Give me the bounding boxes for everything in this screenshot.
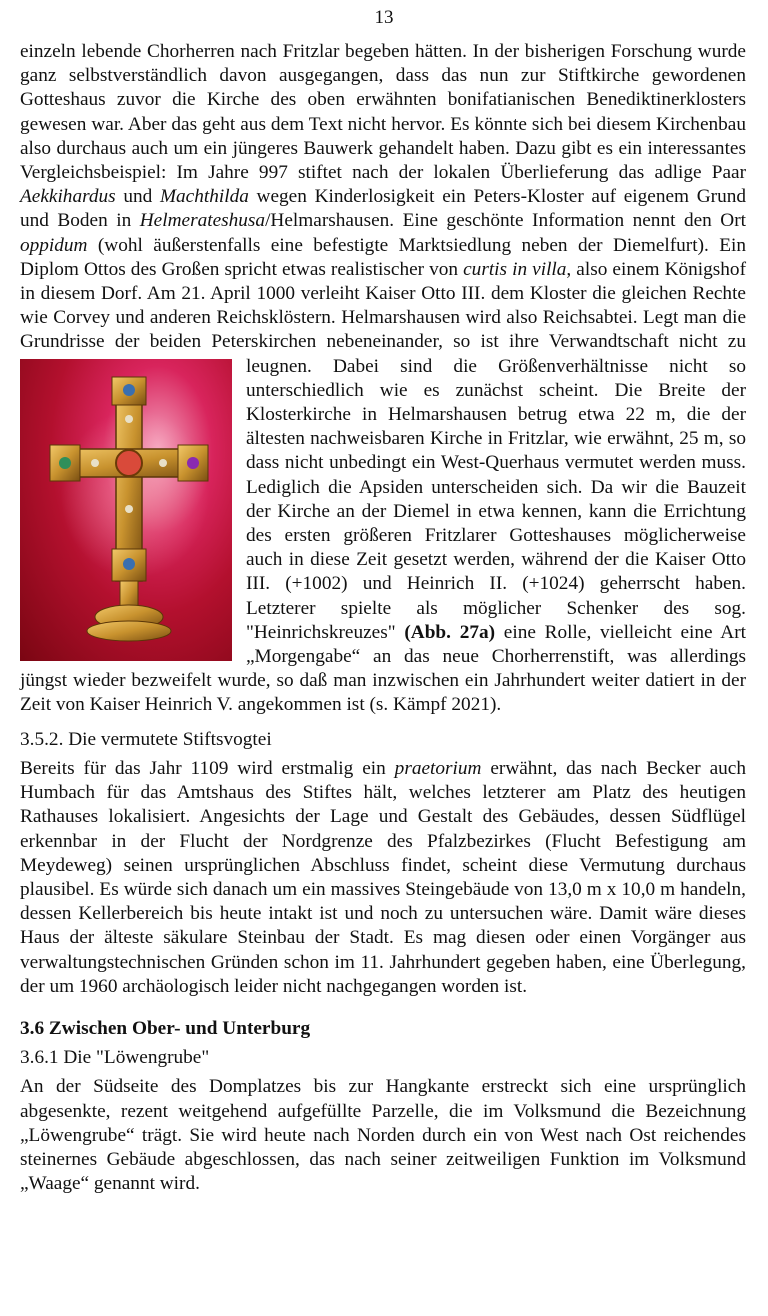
figure-reference: (Abb. 27a)	[404, 621, 496, 643]
heinrichskreuz-photo	[20, 359, 232, 661]
italic-term-oppidum: oppidum	[20, 234, 88, 256]
text-run: Bereits für das Jahr 1109 wird erstmalig ein	[20, 757, 395, 779]
paragraph-loewengrube: An der Südseite des Domplatzes bis zur Hangkante erstreckt sich eine ursprünglich abgesenkte, rezent weitgehend aufgefüllte Parzelle, die im Volksmund die Bezeichnung „Löwengrube“ trägt. Sie wird heute nach Norden durch ein von West nach Ost reichendes steinernes Gebäude abgeschlossen, das nach seiner zeitweiligen Funktion im Volksmund „Waage“ genannt wird.	[20, 1076, 746, 1195]
italic-term-curtis-in-villa: curtis in villa	[463, 258, 567, 280]
page-content	[20, 40, 746, 1196]
section-heading-3-5-2: 3.5.2. Die vermutete Stiftsvogtei	[20, 728, 272, 750]
italic-term-praetorium: praetorium	[394, 757, 482, 779]
cross-icon	[20, 359, 232, 661]
text-run: eine Rolle, vielleicht eine Art „Morgengabe“ an das neue Chorherrenstift, was allerdings jüngst wieder bezweifelt wurde, so daß man inzwischen ein Jahrhundert weiter datiert in der Zeit von Kaiser Heinrich V. angekommen ist (s. Kämpf 2021).	[20, 621, 747, 716]
text-run: wegen Kinderlosigkeit ein Peters-Kloster auf eigenem Grund und Boden in	[20, 186, 746, 232]
text-run: /Helmarshausen. Eine geschönte Information nennt den Ort	[265, 210, 746, 232]
paragraph-stiftsvogtei	[20, 757, 746, 999]
text-run: Größenverhältnisse nicht so unterschiedlich wie es zunächst scheint. Die Breite der Klosterkirche in Helmarshausen betrug etwa 22 m, die der ältesten nachweisbaren Kirche in Fritzlar, wie erwähnt, 25 m, so dass nicht unbedingt ein West-Querhaus vermutet werden muss. Lediglich die Apsiden unterscheiden sich. Da wir die Bauzeit der Kirche an der Diemel in etwa kennen, kann die Errichtung des ersten größeren Fritzlarer Gotteshauses möglicherweise auch in diese Zeit gesetzt werden, während der die Kaiser Otto III. (+1002) und Heinrich II. (+1024) geherrscht haben. Letzterer spielte als möglicher Schenker des sog. "Heinrichskreuzes"	[246, 355, 747, 643]
text-run: erwähnt, das nach Becker auch Humbach für das Amtshaus des Stiftes hält, welches letzterer am Platz des heutigen Rathauses lokalisiert. Angesichts der Lage und Gestalt des Gebäudes, dessen Südflügel erkennbar in der Flucht der Nordgrenze des Pfalzbezirkes (Flucht Befestigung am Meydeweg) seinen ursprünglichen Abschluss findet, scheint diese Vermutung durchaus plausibel. Es würde sich danach um ein massives Steingebäude von 13,0 m x 10,0 m handeln, dessen Kellerbereich bis heute intakt ist und noch zu untersuchen wäre. Damit wäre dieses Haus der älteste säkulare Steinbau der Stadt. Es mag diesen oder einen Vorgänger aus verwaltungstechnischen Gründen schon im 11. Jahrhundert gegeben haben, eine Überlegung, der um 1960 archäologisch leider nicht nachgegangen worden ist.	[20, 757, 746, 997]
italic-name-aekkihardus: Aekkihardus	[20, 186, 116, 208]
paragraph-helmarshausen	[20, 40, 746, 718]
text-run: , also einem Königshof in diesem Dorf. Am 21. April 1000 verleiht Kaiser Otto III. dem Kloster die gleichen Rechte wie Corvey und anderen Reichsklöstern. Helmarshausen wird also Reichsabtei. Legt man die Grundrisse der beiden Peterskirchen nebeneinander, so ist ihre Verwandtschaft nicht zu leugnen. Dabei sind die	[20, 258, 746, 377]
text-run: und	[115, 186, 160, 208]
section-heading-3-6: 3.6 Zwischen Ober- und Unterburg	[20, 1017, 311, 1039]
text-run: einzeln lebende Chorherren nach Fritzlar begeben hätten. In der bisherigen Forschung wurde ganz selbstverständlich davon ausgegangen, dass das nun zur Stiftkirche gewordenen Gotteshaus zuvor die Kirche des oben erwähnten bonifatianischen Benediktinerklosters gewesen war. Aber das geht aus dem Text nicht hervor. Es könnte sich bei diesem Kirchenbau also durchaus auch um ein jüngeres Bauwerk gehandelt haben. Dazu gibt es ein interessantes Vergleichsbeispiel: Im Jahre 997 stiftet nach der lokalen Überlieferung das adlige Paar	[20, 41, 746, 184]
page-number: 13	[374, 7, 394, 28]
italic-place-helmerateshusa: Helmerateshusa	[139, 210, 266, 232]
text-run-with-figure	[20, 259, 746, 643]
text-run: (wohl äußerstenfalls eine befestigte Marktsiedlung neben der Diemelfurt). Ein Diplom Ottos des Großen spricht etwas realistischer von	[20, 234, 746, 280]
section-heading-3-6-1: 3.6.1 Die "Löwengrube"	[20, 1047, 210, 1069]
italic-name-machthilda: Machthilda	[159, 186, 249, 208]
